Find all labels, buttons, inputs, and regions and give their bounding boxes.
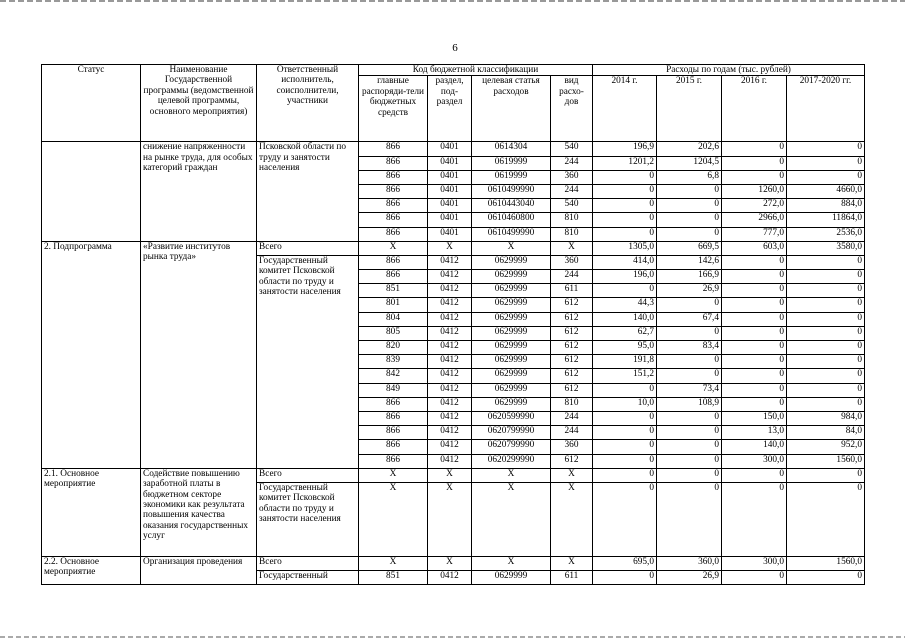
y2017-cell: 0 — [787, 355, 865, 369]
y2014-cell: 414,0 — [593, 255, 657, 269]
y2017-cell: 0 — [787, 383, 865, 397]
table-row — [42, 241, 865, 255]
y2015-cell: 0 — [657, 411, 722, 425]
target-cell: X — [472, 468, 551, 482]
y2014-cell: 0 — [593, 440, 657, 454]
y2016-cell: 777,0 — [722, 227, 787, 241]
section-cell: 0401 — [428, 156, 472, 170]
chief-cell: 866 — [359, 454, 428, 468]
y2016-cell: 0 — [722, 383, 787, 397]
y2016-cell: 0 — [722, 170, 787, 184]
type-cell: 244 — [551, 156, 593, 170]
y2016-cell: 603,0 — [722, 241, 787, 255]
executor-cell: Всего — [257, 241, 359, 255]
y2014-cell: 0 — [593, 227, 657, 241]
y2015-cell: 166,9 — [657, 270, 722, 284]
y2017-cell: 0 — [787, 397, 865, 411]
header-section: раздел, под-раздел — [428, 76, 472, 142]
target-cell: 0610499990 — [472, 184, 551, 198]
section-cell: 0401 — [428, 184, 472, 198]
program-name-cell: «Развитие институтов рынка труда» — [141, 241, 257, 468]
chief-cell: 805 — [359, 326, 428, 340]
header-status: Статус — [42, 65, 141, 142]
header-2014: 2014 г. — [593, 76, 657, 142]
y2015-cell: 6,8 — [657, 170, 722, 184]
type-cell: 360 — [551, 440, 593, 454]
y2017-cell: 0 — [787, 312, 865, 326]
section-cell: 0412 — [428, 312, 472, 326]
y2015-cell: 669,5 — [657, 241, 722, 255]
type-cell: 810 — [551, 397, 593, 411]
chief-cell: 866 — [359, 184, 428, 198]
y2016-cell: 150,0 — [722, 411, 787, 425]
y2015-cell: 0 — [657, 355, 722, 369]
y2015-cell: 0 — [657, 213, 722, 227]
y2015-cell: 67,4 — [657, 312, 722, 326]
chief-cell: X — [359, 241, 428, 255]
y2015-cell: 108,9 — [657, 397, 722, 411]
type-cell: 611 — [551, 284, 593, 298]
y2015-cell: 26,9 — [657, 571, 722, 585]
section-cell: 0412 — [428, 284, 472, 298]
type-cell: X — [551, 241, 593, 255]
section-cell: 0412 — [428, 454, 472, 468]
header-name: Наименование Государственной программы (ведомственной целевой программы, основного мероприятия) — [141, 65, 257, 142]
section-cell: X — [428, 241, 472, 255]
y2014-cell: 0 — [593, 383, 657, 397]
target-cell: 0629999 — [472, 397, 551, 411]
y2016-cell: 0 — [722, 326, 787, 340]
y2014-cell: 95,0 — [593, 341, 657, 355]
table-row — [42, 556, 865, 570]
type-cell: X — [551, 482, 593, 556]
y2017-cell: 984,0 — [787, 411, 865, 425]
y2016-cell: 1260,0 — [722, 184, 787, 198]
section-cell: 0401 — [428, 142, 472, 156]
y2014-cell: 0 — [593, 571, 657, 585]
y2016-cell: 0 — [722, 156, 787, 170]
type-cell: 810 — [551, 227, 593, 241]
y2014-cell: 196,0 — [593, 270, 657, 284]
y2015-cell: 0 — [657, 482, 722, 556]
y2017-cell: 0 — [787, 341, 865, 355]
y2015-cell: 0 — [657, 298, 722, 312]
section-cell: 0412 — [428, 426, 472, 440]
y2017-cell: 4660,0 — [787, 184, 865, 198]
header-2015: 2015 г. — [657, 76, 722, 142]
status-cell — [42, 142, 141, 241]
header-code-group: Код бюджетной классификации — [359, 65, 593, 76]
y2014-cell: 151,2 — [593, 369, 657, 383]
section-cell: 0401 — [428, 227, 472, 241]
type-cell: 244 — [551, 426, 593, 440]
chief-cell: 866 — [359, 156, 428, 170]
chief-cell: 851 — [359, 571, 428, 585]
y2017-cell: 0 — [787, 369, 865, 383]
target-cell: 0620599990 — [472, 411, 551, 425]
chief-cell: X — [359, 556, 428, 570]
type-cell: 612 — [551, 454, 593, 468]
section-cell: 0412 — [428, 341, 472, 355]
type-cell: 612 — [551, 355, 593, 369]
header-type: вид расхо-дов — [551, 76, 593, 142]
y2016-cell: 300,0 — [722, 454, 787, 468]
y2017-cell: 0 — [787, 326, 865, 340]
section-cell: 0412 — [428, 383, 472, 397]
y2015-cell: 0 — [657, 199, 722, 213]
y2016-cell: 0 — [722, 298, 787, 312]
y2015-cell: 0 — [657, 227, 722, 241]
target-cell: 0629999 — [472, 284, 551, 298]
chief-cell: 839 — [359, 355, 428, 369]
target-cell: 0620299990 — [472, 454, 551, 468]
target-cell: 0629999 — [472, 341, 551, 355]
y2017-cell: 11864,0 — [787, 213, 865, 227]
scan-top-edge — [0, 0, 905, 2]
type-cell: 360 — [551, 255, 593, 269]
chief-cell: 866 — [359, 426, 428, 440]
y2016-cell: 0 — [722, 369, 787, 383]
y2017-cell: 84,0 — [787, 426, 865, 440]
executor-cell: Государственный — [257, 571, 359, 585]
y2014-cell: 62,7 — [593, 326, 657, 340]
type-cell: 244 — [551, 411, 593, 425]
section-cell: X — [428, 468, 472, 482]
y2014-cell: 0 — [593, 284, 657, 298]
section-cell: 0401 — [428, 170, 472, 184]
y2017-cell: 0 — [787, 571, 865, 585]
type-cell: 244 — [551, 184, 593, 198]
y2016-cell: 0 — [722, 355, 787, 369]
header-target: целевая статья расходов — [472, 76, 551, 142]
y2016-cell: 0 — [722, 142, 787, 156]
type-cell: 612 — [551, 298, 593, 312]
status-cell: 2.2. Основное мероприятие — [42, 556, 141, 584]
target-cell: 0620799990 — [472, 426, 551, 440]
header-2016: 2016 г. — [722, 76, 787, 142]
y2014-cell: 140,0 — [593, 312, 657, 326]
target-cell: 0629999 — [472, 326, 551, 340]
chief-cell: 804 — [359, 312, 428, 326]
executor-cell: Всего — [257, 468, 359, 482]
status-cell: 2. Подпрограмма — [42, 241, 141, 468]
y2016-cell: 0 — [722, 468, 787, 482]
y2016-cell: 13,0 — [722, 426, 787, 440]
chief-cell: 866 — [359, 213, 428, 227]
type-cell: 612 — [551, 369, 593, 383]
section-cell: 0401 — [428, 213, 472, 227]
y2015-cell: 0 — [657, 184, 722, 198]
target-cell: 0629999 — [472, 355, 551, 369]
y2015-cell: 26,9 — [657, 284, 722, 298]
chief-cell: 820 — [359, 341, 428, 355]
type-cell: 612 — [551, 383, 593, 397]
y2016-cell: 2966,0 — [722, 213, 787, 227]
y2014-cell: 0 — [593, 468, 657, 482]
y2016-cell: 0 — [722, 341, 787, 355]
y2017-cell: 1560,0 — [787, 454, 865, 468]
y2015-cell: 360,0 — [657, 556, 722, 570]
y2016-cell: 300,0 — [722, 556, 787, 570]
y2014-cell: 0 — [593, 411, 657, 425]
header-row-1 — [42, 65, 865, 76]
section-cell: 0412 — [428, 270, 472, 284]
status-cell: 2.1. Основное мероприятие — [42, 468, 141, 556]
y2017-cell: 0 — [787, 255, 865, 269]
y2014-cell: 0 — [593, 426, 657, 440]
program-name-cell: Организация проведения — [141, 556, 257, 584]
type-cell: X — [551, 468, 593, 482]
budget-table — [41, 64, 865, 585]
section-cell: 0412 — [428, 355, 472, 369]
chief-cell: X — [359, 482, 428, 556]
y2017-cell: 0 — [787, 270, 865, 284]
scan-bottom-edge — [0, 636, 905, 638]
y2015-cell: 73,4 — [657, 383, 722, 397]
y2015-cell: 142,6 — [657, 255, 722, 269]
executor-cell: Псковской области по труду и занятости населения — [257, 142, 359, 241]
y2014-cell: 196,9 — [593, 142, 657, 156]
chief-cell: 866 — [359, 397, 428, 411]
y2016-cell: 0 — [722, 397, 787, 411]
table-row — [42, 142, 865, 156]
chief-cell: 866 — [359, 227, 428, 241]
executor-cell: Государственный комитет Псковской области по труду и занятости населения — [257, 482, 359, 556]
y2017-cell: 884,0 — [787, 199, 865, 213]
header-expense-group: Расходы по годам (тыс. рублей) — [593, 65, 865, 76]
y2014-cell: 695,0 — [593, 556, 657, 570]
target-cell: 0610460800 — [472, 213, 551, 227]
header-2017-2020: 2017-2020 гг. — [787, 76, 865, 142]
y2017-cell: 0 — [787, 170, 865, 184]
type-cell: 244 — [551, 270, 593, 284]
target-cell: 0629999 — [472, 571, 551, 585]
target-cell: 0629999 — [472, 383, 551, 397]
y2016-cell: 0 — [722, 284, 787, 298]
y2014-cell: 0 — [593, 199, 657, 213]
y2014-cell: 0 — [593, 482, 657, 556]
y2014-cell: 44,3 — [593, 298, 657, 312]
section-cell: X — [428, 556, 472, 570]
chief-cell: 842 — [359, 369, 428, 383]
section-cell: 0412 — [428, 298, 472, 312]
type-cell: 612 — [551, 312, 593, 326]
chief-cell: X — [359, 468, 428, 482]
y2017-cell: 0 — [787, 156, 865, 170]
y2015-cell: 1204,5 — [657, 156, 722, 170]
chief-cell: 866 — [359, 270, 428, 284]
target-cell: X — [472, 482, 551, 556]
target-cell: 0619999 — [472, 156, 551, 170]
y2017-cell: 2536,0 — [787, 227, 865, 241]
chief-cell: 866 — [359, 411, 428, 425]
header-chief: главные распоряди-тели бюджетных средств — [359, 76, 428, 142]
y2015-cell: 0 — [657, 440, 722, 454]
target-cell: 0629999 — [472, 255, 551, 269]
chief-cell: 849 — [359, 383, 428, 397]
y2015-cell: 0 — [657, 454, 722, 468]
y2017-cell: 952,0 — [787, 440, 865, 454]
y2014-cell: 0 — [593, 184, 657, 198]
y2014-cell: 10,0 — [593, 397, 657, 411]
type-cell: 360 — [551, 170, 593, 184]
target-cell: 0619999 — [472, 170, 551, 184]
y2016-cell: 140,0 — [722, 440, 787, 454]
target-cell: 0610499990 — [472, 227, 551, 241]
y2016-cell: 0 — [722, 255, 787, 269]
y2017-cell: 0 — [787, 298, 865, 312]
header-executor: Ответственный исполнитель, соисполнители, участники — [257, 65, 359, 142]
y2015-cell: 0 — [657, 468, 722, 482]
type-cell: X — [551, 556, 593, 570]
chief-cell: 851 — [359, 284, 428, 298]
table-row — [42, 468, 865, 482]
y2015-cell: 0 — [657, 426, 722, 440]
type-cell: 611 — [551, 571, 593, 585]
page-number: 6 — [452, 42, 458, 54]
y2014-cell: 0 — [593, 454, 657, 468]
target-cell: 0629999 — [472, 298, 551, 312]
type-cell: 540 — [551, 199, 593, 213]
y2015-cell: 0 — [657, 369, 722, 383]
chief-cell: 866 — [359, 255, 428, 269]
type-cell: 612 — [551, 341, 593, 355]
y2016-cell: 0 — [722, 571, 787, 585]
y2014-cell: 0 — [593, 170, 657, 184]
section-cell: X — [428, 482, 472, 556]
y2015-cell: 0 — [657, 326, 722, 340]
section-cell: 0412 — [428, 255, 472, 269]
y2017-cell: 1560,0 — [787, 556, 865, 570]
chief-cell: 866 — [359, 142, 428, 156]
y2016-cell: 0 — [722, 270, 787, 284]
target-cell: X — [472, 241, 551, 255]
y2016-cell: 0 — [722, 312, 787, 326]
type-cell: 810 — [551, 213, 593, 227]
y2017-cell: 0 — [787, 142, 865, 156]
y2015-cell: 83,4 — [657, 341, 722, 355]
chief-cell: 866 — [359, 170, 428, 184]
y2014-cell: 1201,2 — [593, 156, 657, 170]
program-name-cell: Содействие повышению заработной платы в бюджетном секторе экономики как результата повышения качества оказания государственных услуг — [141, 468, 257, 556]
type-cell: 540 — [551, 142, 593, 156]
executor-cell: Государственный комитет Псковской области по труду и занятости населения — [257, 255, 359, 468]
chief-cell: 866 — [359, 440, 428, 454]
target-cell: 0629999 — [472, 369, 551, 383]
y2017-cell: 0 — [787, 284, 865, 298]
target-cell: 0610443040 — [472, 199, 551, 213]
section-cell: 0412 — [428, 411, 472, 425]
target-cell: 0629999 — [472, 312, 551, 326]
section-cell: 0412 — [428, 326, 472, 340]
program-name-cell: снижение напряженности на рынке труда, для особых категорий граждан — [141, 142, 257, 241]
chief-cell: 801 — [359, 298, 428, 312]
executor-cell: Всего — [257, 556, 359, 570]
section-cell: 0412 — [428, 369, 472, 383]
y2014-cell: 191,8 — [593, 355, 657, 369]
type-cell: 612 — [551, 326, 593, 340]
section-cell: 0412 — [428, 440, 472, 454]
y2015-cell: 202,6 — [657, 142, 722, 156]
section-cell: 0412 — [428, 397, 472, 411]
y2017-cell: 0 — [787, 482, 865, 556]
y2016-cell: 0 — [722, 482, 787, 556]
y2017-cell: 0 — [787, 468, 865, 482]
y2016-cell: 272,0 — [722, 199, 787, 213]
section-cell: 0412 — [428, 571, 472, 585]
target-cell: 0620799990 — [472, 440, 551, 454]
target-cell: 0614304 — [472, 142, 551, 156]
target-cell: X — [472, 556, 551, 570]
y2014-cell: 1305,0 — [593, 241, 657, 255]
chief-cell: 866 — [359, 199, 428, 213]
y2017-cell: 3580,0 — [787, 241, 865, 255]
y2014-cell: 0 — [593, 213, 657, 227]
section-cell: 0401 — [428, 199, 472, 213]
target-cell: 0629999 — [472, 270, 551, 284]
